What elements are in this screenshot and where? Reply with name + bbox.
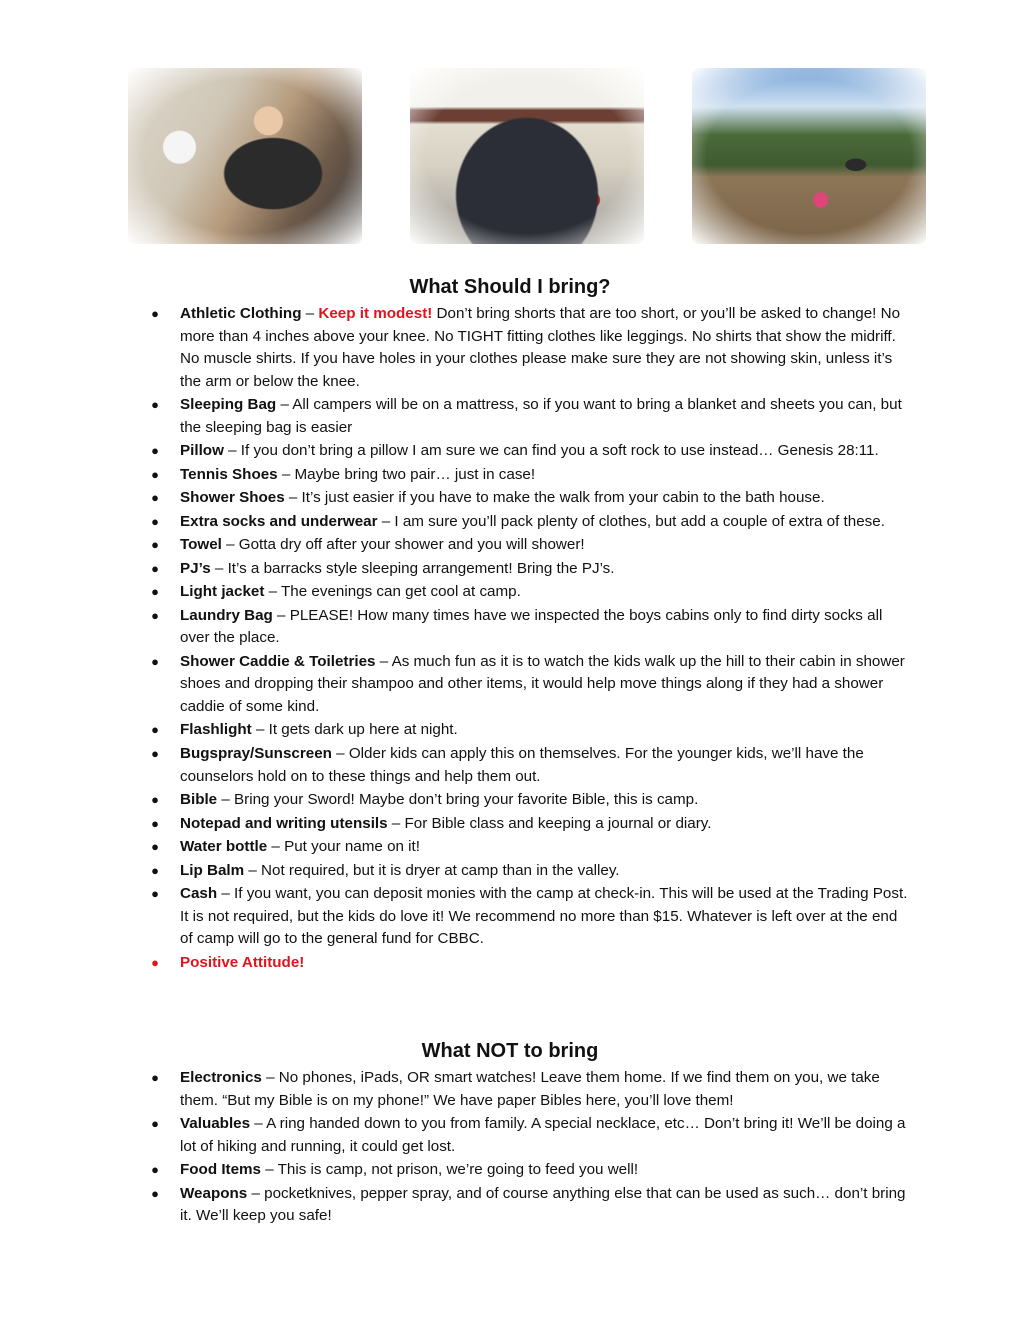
item-text: Older kids can apply this on themselves. For the younger kids, we’ll have the counselors hold on to these things and help them out. [180, 744, 864, 785]
item-term: Shower Caddie & Toiletries [180, 652, 376, 670]
item-text: As much fun as it is to watch the kids walk up the hill to their cabin in shower shoes and dropping their shampoo and other items, it would help move things along if they had a shower caddie of some kind. [180, 652, 905, 715]
bullet-icon: ● [151, 745, 159, 761]
bullet-icon: ● [151, 560, 159, 576]
item-term: Bugspray/Sunscreen [180, 744, 332, 762]
item-term: Water bottle [180, 838, 268, 856]
item-term: Laundry Bag [180, 606, 273, 624]
list-item: ● Laundry Bag – PLEASE! How many times have we inspected the boys cabins only to find dirty socks all over the place. [151, 606, 883, 647]
item-term: Notepad and writing utensils [180, 814, 388, 832]
item-text: Gotta dry off after your shower and you will shower! [238, 536, 585, 554]
item-term: Pillow [180, 442, 224, 460]
item-term: PJ’s [180, 559, 211, 577]
bullet-icon: ● [151, 466, 159, 482]
list-item: ● Shower Shoes – It’s just easier if you have to make the walk from your cabin to the bath house. [150, 487, 910, 510]
list-item: ● Athletic Clothing – Keep it modest! Don’t bring shorts that are too short, or you’ll be asked to change! No more than 4 inches above your knee. No TIGHT fitting clothes like leggings. No shirts that show the midriff. No muscle shirts. If you have holes in your clothes please make sure they are not showing skin, unless it’s the arm or below the knee. [151, 305, 901, 390]
list-item: ● Food Items – This is camp, not prison, we’re going to feed you well! [150, 1159, 910, 1182]
item-text: pocketknives, pepper spray, and of course anything else that can be used as such… don’t bring it. We’ll keep you safe! [180, 1184, 906, 1225]
bullet-icon: ● [151, 607, 159, 623]
bullet-icon: ● [151, 306, 159, 321]
bullet-icon: ● [151, 1185, 159, 1201]
item-text: PLEASE! How many times have we inspected the boys cabins only to find dirty socks all over the place. [180, 606, 883, 647]
bullet-icon: ● [151, 490, 159, 506]
item-term: Extra socks and underwear [180, 512, 378, 530]
item-text: Put your name on it! [284, 838, 420, 856]
photo-dining-hall [410, 68, 644, 244]
heading-what-not-to-bring: What NOT to bring [421, 1040, 599, 1062]
item-term: Shower Shoes [180, 489, 285, 507]
item-highlight: Keep it modest! [318, 305, 433, 322]
list-item: ● Sleeping Bag – All campers will be on a mattress, so if you want to bring a blanket and sheets you can, but the sleeping bag is easier [151, 396, 902, 436]
item-text: If you don’t bring a pillow I am sure we can find you a soft rock to use instead… Genesis 28:11. [240, 442, 879, 460]
bullet-icon: ● [151, 397, 159, 413]
item-text: It gets dark up here at night. [268, 721, 458, 739]
item-term: Weapons [180, 1184, 248, 1202]
item-term: Valuables [180, 1115, 251, 1133]
item-term: Bible [180, 791, 218, 809]
list-item: ● Valuables – A ring handed down to you from family. A special necklace, etc… Don’t bring it! We’ll be doing a lot of hiking and running, it could get lost. [151, 1115, 906, 1155]
list-item: ● Weapons – pocketknives, pepper spray, and of course anything else that can be used as such… don’t bring it. We’ll keep you safe! [151, 1184, 906, 1225]
list-item: ● Tennis Shoes – Maybe bring two pair… just in case! [150, 464, 910, 487]
item-text: It’s a barracks style sleeping arrangement! Bring the PJ’s. [227, 559, 615, 577]
photo-kids-crafts [128, 68, 362, 244]
list-item: ● Pillow – If you don’t bring a pillow I am sure we can find you a soft rock to use instead… Genesis 28:11. [150, 440, 910, 463]
item-term: Athletic Clothing [180, 305, 302, 322]
bullet-icon: ● [151, 1162, 159, 1178]
list-item: ● PJ’s – It’s a barracks style sleeping arrangement! Bring the PJ’s. [150, 558, 910, 581]
list-item: ● Bugspray/Sunscreen – Older kids can apply this on themselves. For the younger kids, we’ll have the counselors hold on to these things and help them out. [151, 744, 864, 785]
item-term: Flashlight [180, 721, 252, 739]
bullet-icon: ● [151, 584, 159, 600]
bullet-icon: ● [151, 839, 159, 855]
photo-tire-swing [692, 68, 926, 244]
item-term: Tennis Shoes [180, 465, 278, 483]
bullet-icon: ● [151, 513, 159, 529]
item-text: Maybe bring two pair… just in case! [294, 465, 536, 483]
item-text: It’s just easier if you have to make the walk from your cabin to the bath house. [301, 489, 825, 507]
bullet-icon: ● [151, 537, 159, 553]
bullet-icon: ● [151, 954, 159, 970]
bullet-icon: ● [151, 653, 159, 669]
item-text: No phones, iPads, OR smart watches! Leave them home. If we find them on you, we take them. “But my Bible is on my phone!” We have paper Bibles here, you’ll love them! [180, 1069, 880, 1109]
list-item: ● Shower Caddie & Toiletries – As much fun as it is to watch the kids walk up the hill to their cabin in shower shoes and dropping their shampoo and other items, it would help move things along if they had a shower caddie of some kind. [151, 652, 905, 715]
list-item: ● Electronics – No phones, iPads, OR smart watches! Leave them home. If we find them on you, we take them. “But my Bible is on my phone!” We have paper Bibles here, you’ll love them! [151, 1069, 880, 1109]
item-text: I am sure you’ll pack plenty of clothes, but add a couple of extra of these. [394, 512, 885, 530]
item-term: Cash [180, 884, 218, 902]
heading-what-should-i-bring: What Should I bring? [409, 276, 611, 298]
list-item: ● Cash – If you want, you can deposit monies with the camp at check-in. This will be used at the Trading Post. It is not required, but the kids do love it! We recommend no more than $15. Whatever is left over at the end of camp will go to the general fund for CBBC. [151, 884, 908, 948]
item-text: Not required, but it is dryer at camp than in the valley. [261, 861, 620, 879]
list-item: ● Water bottle – Put your name on it! [150, 836, 910, 859]
not-bring-list [150, 1067, 910, 1229]
item-text: This is camp, not prison, we’re going to feed you well! [277, 1161, 639, 1179]
bullet-icon: ● [151, 443, 159, 459]
list-item-positive-attitude [150, 952, 910, 975]
list-item: ● Flashlight – It gets dark up here at night. [150, 719, 910, 742]
bullet-icon: ● [151, 815, 159, 831]
item-text: The evenings can get cool at camp. [281, 583, 521, 601]
item-text: If you want, you can deposit monies with the camp at check-in. This will be used at the Trading Post. It is not required, but the kids do love it! We recommend no more than $15. Whatever is left over at the end of camp will go to the general fund for CBBC. [180, 884, 908, 948]
list-item: ● Notepad and writing utensils – For Bible class and keeping a journal or diary. [150, 813, 910, 836]
item-term: Sleeping Bag [180, 396, 277, 414]
item-text: Bring your Sword! Maybe don’t bring your favorite Bible, this is camp. [234, 791, 699, 809]
item-term: Positive Attitude! [180, 953, 305, 971]
bullet-icon: ● [151, 1116, 159, 1132]
item-term: Electronics [180, 1069, 262, 1086]
item-text: All campers will be on a mattress, so if you want to bring a blanket and sheets you can, but the sleeping bag is easier [180, 396, 902, 436]
list-item: ● Bible – Bring your Sword! Maybe don’t bring your favorite Bible, this is camp. [150, 789, 910, 812]
item-term: Towel [180, 536, 222, 554]
item-term: Food Items [180, 1161, 262, 1179]
item-text: For Bible class and keeping a journal or diary. [404, 814, 712, 832]
list-item: ● Lip Balm – Not required, but it is dryer at camp than in the valley. [150, 860, 910, 883]
list-item: ● Extra socks and underwear – I am sure you’ll pack plenty of clothes, but add a couple of extra of these. [150, 511, 910, 534]
should-bring-list [150, 303, 910, 975]
bullet-icon: ● [151, 722, 159, 738]
item-text: Don’t bring shorts that are too short, or you’ll be asked to change! No more than 4 inches above your knee. No TIGHT fitting clothes like leggings. No shirts that show the midriff. No muscle shirts. If you have holes in your clothes please make sure they are not showing skin, unless it’s the arm or below the knee. [180, 305, 901, 390]
item-term: Light jacket [180, 583, 265, 601]
item-text: A ring handed down to you from family. A special necklace, etc… Don’t bring it! We’ll be doing a lot of hiking and running, it could get lost. [180, 1115, 906, 1155]
item-term: Lip Balm [180, 861, 245, 879]
list-item: ● Light jacket – The evenings can get cool at camp. [150, 581, 910, 604]
photo-strip [0, 68, 1020, 244]
bullet-icon: ● [151, 885, 159, 901]
bullet-icon: ● [151, 792, 159, 808]
bullet-icon: ● [151, 862, 159, 878]
list-item: ● Towel – Gotta dry off after your shower and you will shower! [150, 534, 910, 557]
bullet-icon: ● [151, 1070, 159, 1085]
